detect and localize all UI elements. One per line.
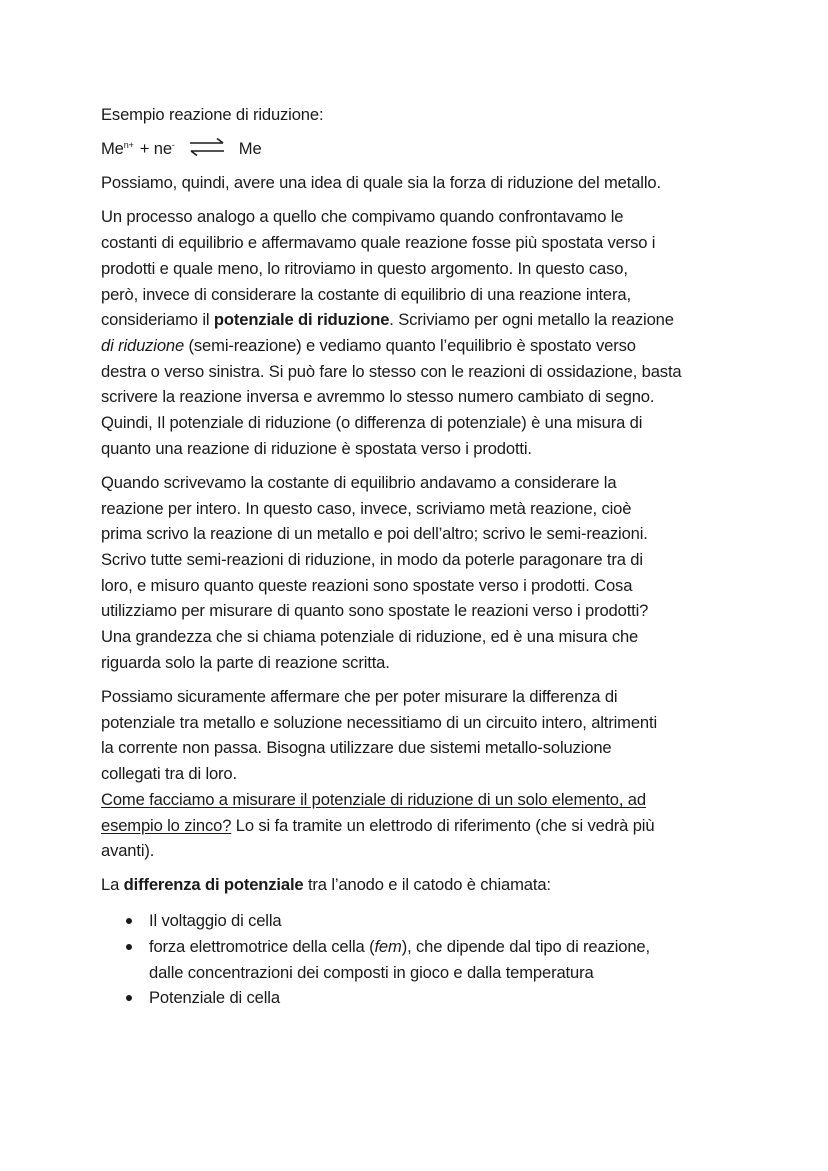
- paragraph-line: Possiamo, quindi, avere una idea di quale sia la forza di riduzione del metallo.: [101, 173, 661, 193]
- paragraph-line: loro, e misuro quanto queste reazioni sono spostate verso i prodotti. Cosa: [101, 575, 633, 595]
- paragraph-line: avanti).: [101, 841, 155, 861]
- equation-electrons: [140, 136, 175, 162]
- paragraph-2: [101, 204, 741, 461]
- text-run: (semi-reazione) e vediamo quanto l’equilibrio è spostato verso: [184, 335, 636, 355]
- paragraph-line: [101, 307, 741, 333]
- paragraph-line: destra o verso sinistra. Si può fare lo stesso con le reazioni di ossidazione, basta: [101, 361, 682, 381]
- paragraph-line: Quando scrivevamo la costante di equilibrio andavamo a considerare la: [101, 472, 617, 492]
- bullet-text: Potenziale di cella: [149, 988, 280, 1008]
- paragraph-4: [101, 684, 741, 864]
- electron-charge: -: [171, 140, 175, 151]
- document-page: [101, 102, 741, 1011]
- bullet-item: [149, 934, 741, 985]
- paragraph-line: Quindi, Il potenziale di riduzione (o differenza di potenziale) è una misura di: [101, 413, 643, 433]
- paragraph-line: Una grandezza che si chiama potenziale di riduzione, ed è una misura che: [101, 627, 639, 647]
- electrons-term: + ne: [139, 139, 172, 159]
- text-run: Lo si fa tramite un elettrodo di riferimento (che si vedrà più: [231, 815, 655, 835]
- paragraph-line: utilizziamo per misurare di quanto sono spostate le reazioni verso i prodotti?: [101, 601, 649, 621]
- example-heading-text: Esempio reazione di riduzione:: [101, 105, 324, 124]
- ion-charge: n+: [123, 140, 134, 151]
- bullet-item: [149, 985, 741, 1011]
- paragraph-line: riguarda solo la parte di reazione scritta.: [101, 652, 390, 672]
- text-run: ), che dipende dal tipo di reazione,: [401, 936, 650, 956]
- paragraph-line: [101, 813, 741, 839]
- italic-term: fem: [374, 936, 402, 956]
- text-run: forza elettromotrice della cella (: [149, 936, 375, 956]
- paragraph-line: costanti di equilibrio e affermavamo quale reazione fosse più spostata verso i: [101, 233, 656, 253]
- paragraph-line: prodotti e quale meno, lo ritroviamo in questo argomento. In questo caso,: [101, 258, 628, 278]
- paragraph-line: reazione per intero. In questo caso, invece, scriviamo metà reazione, cioè: [101, 498, 632, 518]
- equation-metal-ion: [101, 136, 134, 162]
- bullet-text: [149, 934, 741, 960]
- italic-term: di riduzione: [101, 335, 185, 355]
- paragraph-line: prima scrivo la reazione di un metallo e poi dell’altro; scrivo le semi-reazioni.: [101, 524, 648, 544]
- bold-term: differenza di potenziale: [123, 875, 304, 895]
- bold-term: potenziale di riduzione: [213, 310, 390, 330]
- paragraph-line: [101, 333, 741, 359]
- metal-symbol: Me: [101, 139, 124, 159]
- underlined-question: esempio lo zinco?: [101, 815, 232, 835]
- bullet-text: dalle concentrazioni dei composti in gioco e dalla temperatura: [149, 962, 594, 982]
- paragraph-line: Possiamo sicuramente affermare che per poter misurare la differenza di: [101, 687, 618, 707]
- paragraph-line: Scrivo tutte semi-reazioni di riduzione, in modo da poterle paragonare tra di: [101, 550, 643, 570]
- paragraph-line: quanto una reazione di riduzione è spostata verso i prodotti.: [101, 438, 532, 458]
- paragraph-line: però, invece di considerare la costante di equilibrio di una reazione intera,: [101, 284, 631, 304]
- paragraph-line: collegati tra di loro.: [101, 764, 237, 784]
- paragraph-line: [101, 872, 741, 898]
- paragraph-line: scrivere la reazione inversa e avremmo lo stesso numero cambiato di segno.: [101, 387, 655, 407]
- paragraph-3: [101, 470, 741, 676]
- text-run: La: [101, 875, 124, 895]
- paragraph-5: [101, 872, 741, 898]
- text-run: . Scriviamo per ogni metallo la reazione: [389, 310, 674, 330]
- underlined-question: Come facciamo a misurare il potenziale di riduzione di un solo elemento, ad: [101, 789, 646, 809]
- equilibrium-arrows-icon: [187, 137, 227, 157]
- text-run: consideriamo il: [101, 310, 214, 330]
- example-heading: [101, 102, 741, 128]
- paragraph-line: [101, 787, 741, 813]
- paragraph-line: potenziale tra metallo e soluzione necessitiamo di un circuito intero, altrimenti: [101, 712, 658, 732]
- equation-metal: Me: [238, 139, 262, 159]
- paragraph-line: la corrente non passa. Bisogna utilizzare due sistemi metallo-soluzione: [101, 738, 612, 758]
- text-run: tra l’anodo e il catodo è chiamata:: [303, 875, 551, 895]
- bullet-item: [149, 908, 741, 934]
- paragraph-1: [101, 170, 741, 196]
- bullet-text: Il voltaggio di cella: [149, 911, 282, 931]
- paragraph-line: Un processo analogo a quello che compivamo quando confrontavamo le: [101, 207, 624, 227]
- bullet-list: [101, 908, 741, 1011]
- reduction-equation: [101, 136, 741, 162]
